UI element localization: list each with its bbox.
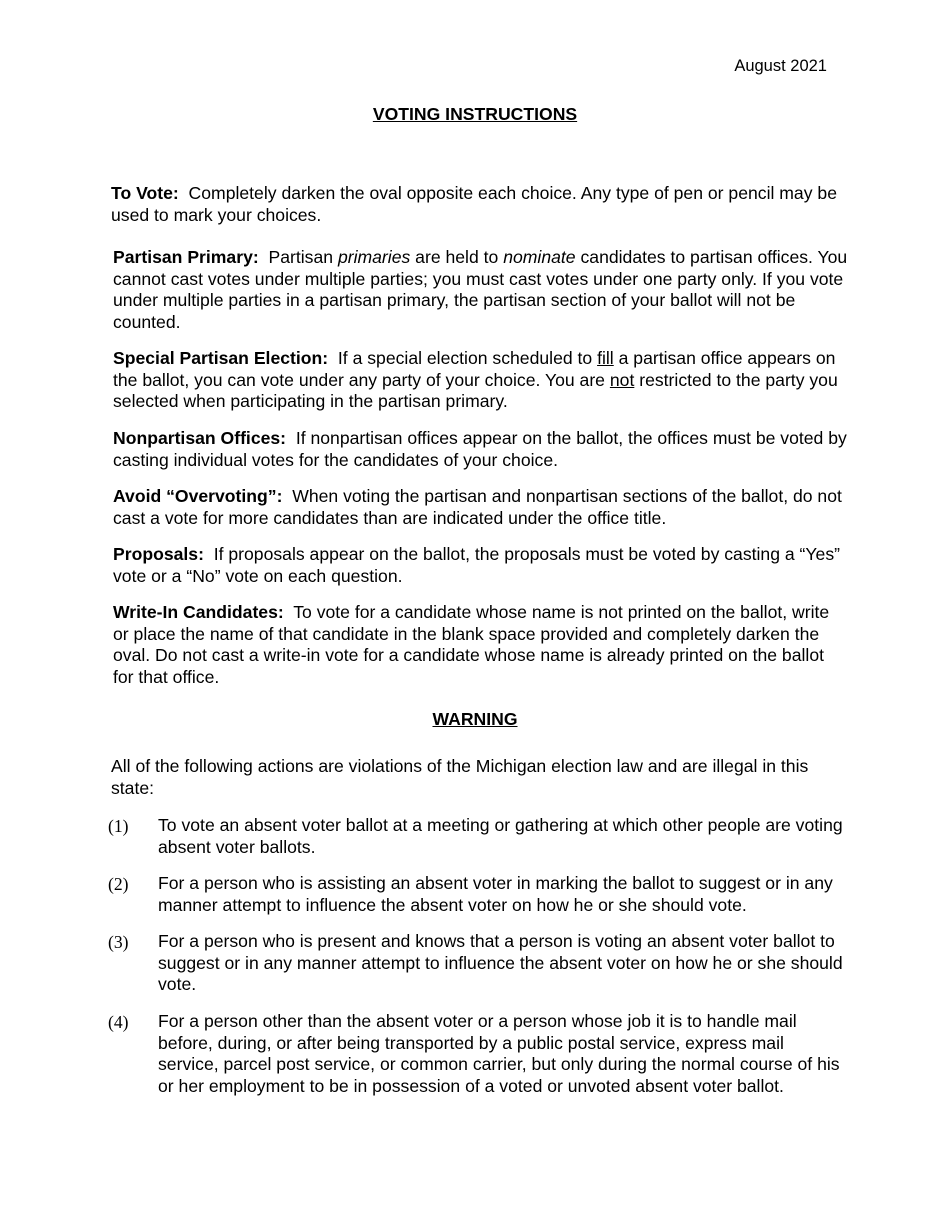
to-vote-paragraph — [111, 183, 846, 226]
partisan-primary-text-1: Partisan — [268, 247, 338, 267]
nonpartisan-text: If nonpartisan offices appear on the ballot, the offices must be voted by casting individual votes for the candidates of your choice. — [113, 428, 847, 470]
special-partisan-paragraph — [113, 348, 848, 413]
warning-item-text: For a person who is assisting an absent voter in marking the ballot to suggest or in any manner attempt to influence the absent voter on how he or she should vote. — [158, 873, 833, 915]
special-partisan-text-2: a partisan office appears on the ballot, you can vote under any party of your choice. You are — [113, 348, 836, 390]
warning-item-number: (2) — [108, 874, 129, 894]
partisan-primary-text-2: are held to — [410, 247, 504, 267]
warning-item-number: (1) — [108, 816, 129, 836]
overvoting-text: When voting the partisan and nonpartisan sections of the ballot, do not cast a vote for more candidates than are indicated under the office title. — [113, 486, 842, 528]
warning-heading: WARNING — [432, 709, 518, 729]
overvoting-label: Avoid “Overvoting”: — [113, 486, 283, 506]
warning-item-number: (3) — [108, 932, 129, 952]
partisan-primary-text-3: candidates to partisan offices. You cannot cast votes under multiple parties; you must cast votes under one party only. If you vote under multiple parties in a partisan primary, the partisan section of your ballot will not be counted. — [113, 247, 848, 332]
overvoting-paragraph — [113, 486, 848, 529]
page-title: VOTING INSTRUCTIONS — [372, 104, 578, 124]
warning-item-text: To vote an absent voter ballot at a meeting or gathering at which other people are voting absent voter ballots. — [158, 815, 843, 857]
special-partisan-underline-fill: fill — [597, 348, 614, 368]
proposals-text: If proposals appear on the ballot, the proposals must be voted by casting a “Yes” vote or a “No” vote on each question. — [113, 544, 840, 586]
to-vote-text: Completely darken the oval opposite each choice. Any type of pen or pencil may be used to mark your choices. — [111, 183, 837, 225]
warning-item-number: (4) — [108, 1012, 129, 1032]
special-partisan-label: Special Partisan Election: — [113, 348, 329, 368]
partisan-primary-label: Partisan Primary: — [113, 247, 259, 267]
nonpartisan-label: Nonpartisan Offices: — [113, 428, 287, 448]
write-in-paragraph — [113, 602, 848, 688]
document-date: August 2021 — [734, 57, 827, 75]
warning-item-text: For a person other than the absent voter or a person whose job it is to handle mail before, during, or after being transported by a public postal service, express mail service, parcel post service, or common carrier, but only during the normal course of his or her employment to be in possession of a voted or unvoted absent voter ballot. — [158, 1011, 840, 1096]
to-vote-label: To Vote: — [111, 183, 179, 203]
special-partisan-text-3: restricted to the party you selected when participating in the partisan primary. — [113, 369, 838, 412]
warning-intro: All of the following actions are violations of the Michigan election law and are illegal in this state: — [111, 756, 809, 798]
nonpartisan-paragraph — [113, 428, 848, 471]
partisan-primary-emph-primaries: primaries — [337, 247, 411, 267]
write-in-text: To vote for a candidate whose name is not printed on the ballot, write or place the name of that candidate in the blank space provided and completely darken the oval. Do not cast a write-in vote for a candidate whose name is already printed on the ballot for that office. — [113, 602, 830, 687]
write-in-label: Write-In Candidates: — [113, 602, 284, 622]
proposals-label: Proposals: — [113, 544, 204, 564]
warning-item-text: For a person who is present and knows that a person is voting an absent voter ballot to suggest or in any manner attempt to influence the absent voter on how he or she should vote. — [158, 931, 843, 995]
partisan-primary-emph-nominate: nominate — [503, 247, 576, 267]
special-partisan-text-1: If a special election scheduled to — [337, 348, 598, 368]
partisan-primary-paragraph — [113, 247, 848, 333]
special-partisan-underline-not: not — [609, 369, 635, 390]
proposals-paragraph — [113, 544, 848, 587]
